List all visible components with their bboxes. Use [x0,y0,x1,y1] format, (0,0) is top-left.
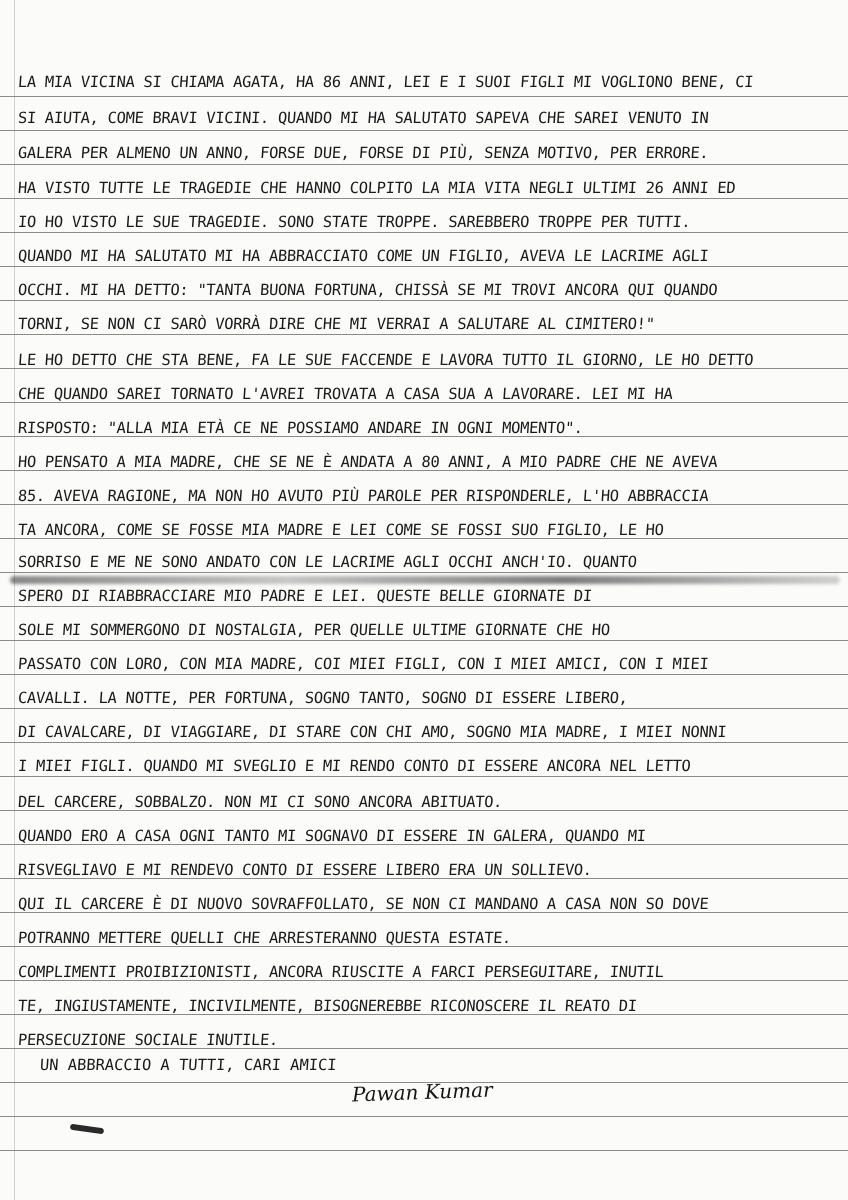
letter-line: CAVALLI. LA NOTTE, PER FORTUNA, SOGNO TANTO, SOGNO DI ESSERE LIBERO, [17,689,629,707]
letter-line: IO HO VISTO LE SUE TRAGEDIE. SONO STATE TROPPE. SAREBBERO TROPPE PER TUTTI. [17,213,692,231]
ruled-line [0,1150,848,1151]
letter-line: TORNI, SE NON CI SARÒ VORRÀ DIRE CHE MI VERRAI A SALUTARE AL CIMITERO!" [17,315,656,333]
letter-line: LA MIA VICINA SI CHIAMA AGATA, HA 86 ANNI, LEI E I SUOI FIGLI MI VOGLIONO BENE, CI [17,73,754,91]
letter-line: QUANDO MI HA SALUTATO MI HA ABBRACCIATO COME UN FIGLIO, AVEVA LE LACRIME AGLI [17,247,710,265]
letter-line: POTRANNO METTERE QUELLI CHE ARRESTERANNO QUESTA ESTATE. [17,929,512,947]
letter-line: TE, INGIUSTAMENTE, INCIVILMENTE, BISOGNEREBBE RICONOSCERE IL REATO DI [17,997,638,1015]
letter-line: DI CAVALCARE, DI VIAGGIARE, DI STARE CON CHI AMO, SOGNO MIA MADRE, I MIEI NONNI [17,723,727,741]
closing-line: UN ABBRACCIO A TUTTI, CARI AMICI [39,1056,338,1074]
letter-line: TA ANCORA, COME SE FOSSE MIA MADRE E LEI COME SE FOSSI SUO FIGLIO, LE HO [17,521,665,539]
letter-line: LE HO DETTO CHE STA BENE, FA LE SUE FACCENDE E LAVORA TUTTO IL GIORNO, LE HO DETTO [17,351,754,369]
signature: Pawan Kumar [351,1077,493,1107]
letter-line: CHE QUANDO SAREI TORNATO L'AVREI TROVATA A CASA SUA A LAVORARE. LEI MI HA [17,385,674,403]
letter-line: SORRISO E ME NE SONO ANDATO CON LE LACRIME AGLI OCCHI ANCH'IO. QUANTO [17,553,638,571]
letter-line: QUANDO ERO A CASA OGNI TANTO MI SOGNAVO DI ESSERE IN GALERA, QUANDO MI [17,827,647,845]
letter-line: PASSATO CON LORO, CON MIA MADRE, COI MIEI FIGLI, CON I MIEI AMICI, CON I MIEI [17,655,710,673]
letter-line: 85. AVEVA RAGIONE, MA NON HO AVUTO PIÙ PAROLE PER RISPONDERLE, L'HO ABBRACCIA [17,487,710,505]
letter-line: RISVEGLIAVO E MI RENDEVO CONTO DI ESSERE LIBERO ERA UN SOLLIEVO. [17,861,593,879]
margin-rule [14,0,15,1200]
letter-line: SOLE MI SOMMERGONO DI NOSTALGIA, PER QUELLE ULTIME GIORNATE CHE HO [17,621,611,639]
letter-line: PERSECUZIONE SOCIALE INUTILE. [17,1031,279,1049]
letter-line: HO PENSATO A MIA MADRE, CHE SE NE È ANDATA A 80 ANNI, A MIO PADRE CHE NE AVEVA [17,453,718,471]
letter-line: OCCHI. MI HA DETTO: "TANTA BUONA FORTUNA, CHISSÀ SE MI TROVI ANCORA QUI QUANDO [17,281,718,299]
letter-line: SPERO DI RIABBRACCIARE MIO PADRE E LEI. QUESTE BELLE GIORNATE DI [17,587,593,605]
letter-line: SI AIUTA, COME BRAVI VICINI. QUANDO MI HA SALUTATO SAPEVA CHE SAREI VENUTO IN [17,109,710,127]
letter-line: GALERA PER ALMENO UN ANNO, FORSE DUE, FORSE DI PIÙ, SENZA MOTIVO, PER ERRORE. [17,144,710,162]
ink-smudge [10,576,840,584]
letter-line: RISPOSTO: "ALLA MIA ETÀ CE NE POSSIAMO ANDARE IN OGNI MOMENTO". [17,419,584,437]
letter-line: COMPLIMENTI PROIBIZIONISTI, ANCORA RIUSCITE A FARCI PERSEGUITARE, INUTIL [17,963,665,981]
pen-mark [70,1124,105,1135]
letter-line: DEL CARCERE, SOBBALZO. NON MI CI SONO ANCORA ABITUATO. [17,793,503,811]
ruled-line [0,1116,848,1117]
letter-line: I MIEI FIGLI. QUANDO MI SVEGLIO E MI RENDO CONTO DI ESSERE ANCORA NEL LETTO [17,757,692,775]
letter-line: HA VISTO TUTTE LE TRAGEDIE CHE HANNO COLPITO LA MIA VITA NEGLI ULTIMI 26 ANNI ED [17,179,736,197]
letter-line: QUI IL CARCERE È DI NUOVO SOVRAFFOLLATO, SE NON CI MANDANO A CASA NON SO DOVE [17,895,710,913]
